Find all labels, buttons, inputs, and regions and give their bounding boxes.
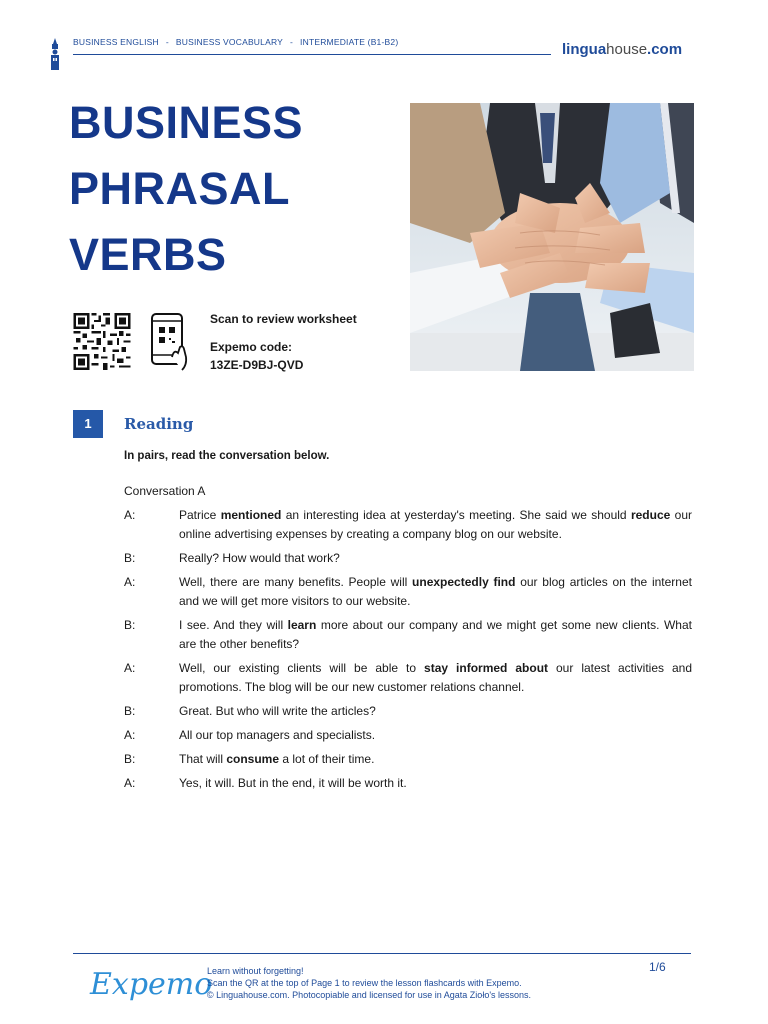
title-line: VERBS	[69, 229, 227, 280]
expemo-code-value: 13ZE-D9BJ-QVD	[210, 358, 304, 372]
section-title: Reading	[124, 415, 194, 433]
big-ben-icon	[49, 38, 61, 70]
page-title	[69, 90, 389, 288]
dialogue	[124, 506, 692, 798]
speaker: A:	[124, 728, 136, 742]
key-verb: learn	[287, 618, 317, 632]
key-verb: unexpectedly find	[412, 575, 516, 589]
speaker: A:	[124, 508, 136, 522]
utterance: That will consume a lot of their time.	[179, 752, 375, 766]
speaker: A:	[124, 776, 136, 790]
breadcrumb-item[interactable]: BUSINESS ENGLISH	[73, 37, 159, 47]
footer-divider	[73, 953, 691, 954]
utterance: All our top managers and specialists.	[179, 728, 376, 742]
footer-tagline: Learn without forgetting!	[207, 966, 304, 976]
header-divider	[73, 54, 551, 55]
utterance: Well, our existing clients will be able to stay informed about our latest activities and promotions. The blog will be our new customer relations channel.	[179, 661, 693, 694]
instruction-text: In pairs, read the conversation below.	[124, 450, 330, 462]
utterance: Great. But who will write the articles?	[179, 704, 376, 718]
dialogue-line	[124, 774, 692, 793]
breadcrumb-item[interactable]: BUSINESS VOCABULARY	[175, 37, 284, 47]
speaker: B:	[124, 618, 136, 632]
breadcrumb-item[interactable]: INTERMEDIATE (B1-B2)	[300, 37, 399, 47]
footer-copyright: © Linguahouse.com. Photocopiable and licensed for use in Agata Zioło's lessons.	[207, 990, 532, 1000]
utterance: I see. And they will learn more about our company and we might get some new clients. What are the other benefits?	[179, 618, 692, 651]
dialogue-line	[124, 549, 692, 568]
speaker: A:	[124, 661, 136, 675]
speaker: B:	[124, 551, 136, 565]
dialogue-line	[124, 616, 692, 654]
expemo-logo[interactable]	[90, 962, 213, 1008]
dialogue-line	[124, 702, 692, 721]
dialogue-line	[124, 659, 692, 697]
key-verb: reduce	[630, 508, 671, 522]
speaker: B:	[124, 752, 136, 766]
dialogue-line	[124, 506, 692, 544]
page-number: 1/6	[649, 960, 666, 974]
key-verb: consume	[226, 752, 280, 766]
speaker: A:	[124, 575, 136, 589]
phone-scan-icon	[150, 313, 190, 371]
dialogue-line	[124, 573, 692, 611]
svg-text:Expemo: Expemo	[90, 967, 213, 1002]
qr-code-icon[interactable]	[72, 313, 132, 370]
footer-instructions: Scan the QR at the top of Page 1 to review the lesson flashcards with Expemo.	[207, 978, 522, 988]
dialogue-line	[124, 750, 692, 769]
key-verb: mentioned	[220, 508, 282, 522]
scan-label: Scan to review worksheet	[210, 312, 357, 326]
utterance: Well, there are many benefits. People will unexpectedly find our blog articles on the internet and we will get more visitors to our website.	[179, 575, 692, 608]
section-number-badge: 1	[73, 410, 103, 438]
key-verb: stay informed about	[424, 661, 549, 675]
brand-logo[interactable]: linguahouse.com	[562, 41, 683, 58]
team-hands-photo	[410, 103, 694, 371]
utterance: Patrice mentioned an interesting idea at yesterday's meeting. She said we should reduce our online advertising expenses by creating a company blog on our website.	[179, 508, 692, 541]
title-line: PHRASAL	[69, 163, 291, 214]
utterance: Yes, it will. But in the end, it will be worth it.	[179, 776, 407, 790]
expemo-code-label: Expemo code:	[210, 340, 293, 354]
utterance: Really? How would that work?	[179, 551, 340, 565]
speaker: B:	[124, 704, 136, 718]
footer-text	[207, 965, 531, 1001]
conversation-label: Conversation A	[124, 484, 206, 498]
title-line: BUSINESS	[69, 97, 304, 148]
dialogue-line	[124, 726, 692, 745]
breadcrumb: BUSINESS ENGLISH - BUSINESS VOCABULARY - INTERMEDIATE (B1-B2)	[73, 37, 399, 47]
